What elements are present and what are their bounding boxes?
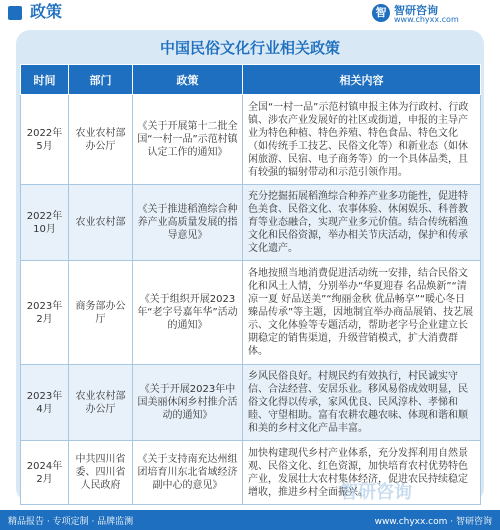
cell-policy: 《关于开展2023年中国美丽休闲乡村推介活动的通知》 — [133, 365, 243, 441]
column-header-dept: 部门 — [69, 65, 133, 95]
cell-time: 2023年4月 — [21, 365, 69, 441]
cell-dept: 中共四川省委、四川省人民政府 — [69, 441, 133, 505]
cell-policy: 《关于支持南充达州组团培育川东北省域经济副中心的意见》 — [133, 441, 243, 505]
policy-table — [20, 64, 481, 505]
watermark: 智研咨询 — [340, 482, 412, 503]
cell-content: 各地按照当地消费促进活动统一安排，结合民俗文化和风土人情，分别举办“华夏迎春 名品焕新”“清凉一夏 好品送美”“绚丽金秋 优品畅享”“暖心冬日 臻品传承”等主题，因地制宜举办商品展销、技艺展示、文化体验等专题活动，帮助老字号企业建立长期稳定的销售渠道，升级营销模式，扩大消费群体。 — [243, 261, 481, 365]
table-row — [21, 261, 481, 365]
brand-logo — [372, 3, 492, 25]
section-heading: 政策 — [30, 4, 63, 21]
cell-dept: 农业农村部办公厅 — [69, 365, 133, 441]
brand-name: 智研咨询 — [394, 4, 438, 17]
cell-time: 2023年2月 — [21, 261, 69, 365]
cell-policy: 《关于推进稻渔综合种养产业高质量发展的指导意见》 — [133, 185, 243, 261]
brand-url: www.chyxx.com — [394, 15, 459, 24]
cell-content: 加快构建现代乡村产业体系，充分发挥利用自然景观、民俗文化、红色资源，加快培育农村优势特色产业，发展壮大农村集体经济，促进农民持续稳定增收，推进乡村全面振兴。 — [243, 441, 481, 505]
top-bar — [0, 0, 500, 26]
section-marker-icon — [8, 6, 22, 20]
cell-dept: 商务部办公厅 — [69, 261, 133, 365]
table-header-row — [21, 65, 481, 95]
table-title: 中国民俗文化行业相关政策 — [159, 39, 340, 57]
cell-time: 2024年2月 — [21, 441, 69, 505]
column-header-policy: 政策 — [133, 65, 243, 95]
footer-bar — [0, 510, 500, 530]
brand-logo-icon: 智 — [372, 4, 390, 22]
cell-content: 乡风民俗良好。村规民约有效执行，村民诚实守信、合法经营、安居乐业。移风易俗成效明显，民俗文化得以传承，家风优良、民风淳朴、孝悌和睦、守望相助。富有农耕农趣农味、体现和谐和顺和美的乡村文化产品丰富。 — [243, 365, 481, 441]
cell-content: 充分挖掘拓展稻渔综合种养产业多功能性，促进特色美食、民俗文化、农事体验、休闲娱乐、科普教育等业态融合，实现产业多元价值。结合传统稻渔文化和民俗资源，举办相关节庆活动，保护和传承文化遗产。 — [243, 185, 481, 261]
table-row — [21, 365, 481, 441]
cell-time: 2022年10月 — [21, 185, 69, 261]
cell-policy: 《关于组织开展2023年“老字号嘉年华”活动的通知》 — [133, 261, 243, 365]
column-header-content: 相关内容 — [243, 65, 481, 95]
cell-time: 2022年5月 — [21, 95, 69, 185]
table-row — [21, 95, 481, 185]
cell-dept: 农业农村部 — [69, 185, 133, 261]
column-header-time: 时间 — [21, 65, 69, 95]
cell-content: 全国“一村一品”示范村镇申报主体为行政村、行政镇、涉农产业发展好的社区或街道，申报的主导产业为特色种植、特色养殖、特色食品、特色文化（如传统手工技艺、民俗文化等）和新业态（如休闲旅游、民宿、电子商务等）的一个具体品类，且有较强的辐射带动和示范引领作用。 — [243, 95, 481, 185]
cell-policy: 《关于开展第十二批全国“一村一品”示范村镇认定工作的通知》 — [133, 95, 243, 185]
cell-dept: 农业农村部办公厅 — [69, 95, 133, 185]
footer-services: 精品报告 · 专项定制 · 品牌监测 — [8, 517, 134, 527]
footer-site: www.chyxx.com · 智研咨询 — [374, 517, 492, 527]
table-row — [21, 185, 481, 261]
